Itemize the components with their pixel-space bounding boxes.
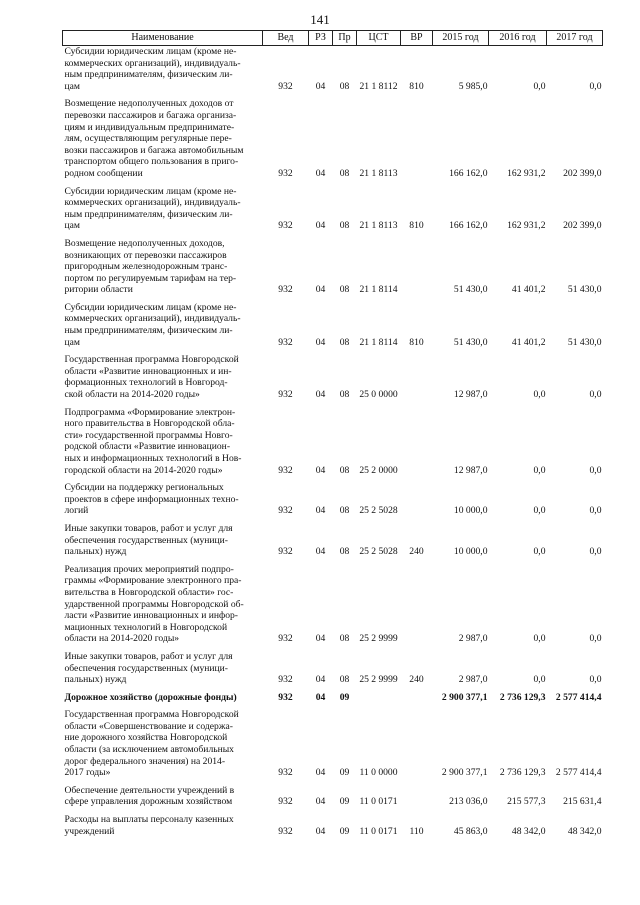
cell-cst: 11 0 0000: [359, 767, 398, 779]
cell-cst: 25 0 0000: [359, 389, 398, 401]
cell-rz: 04: [315, 464, 326, 476]
header-pr: Пр: [333, 31, 357, 46]
cell-pr: 08: [339, 633, 350, 645]
cell-name: Реализация прочих мероприятий подпро- граммы «Формирование электронного пра- вительства в Новгородской области» гос- ударственной программы Новгородской об- ласти «Развитие инновационных и инфор- мационных технологий в Новгородской области на 2014-2020 годы»: [64, 563, 244, 645]
cell-rz: 04: [315, 633, 326, 645]
cell-pr: 08: [339, 505, 350, 517]
cell-name: Субсидии юридическим лицам (кроме не- коммерческих организаций), индивидуаль- ным предпринимателям, физическим ли- цам: [64, 185, 241, 232]
cell-rz: 04: [315, 220, 326, 232]
cell-y2017: 0,0: [589, 674, 602, 686]
header-2017: 2017 год: [547, 31, 603, 46]
cell-ved: 932: [278, 825, 293, 837]
cell-ved: 932: [278, 336, 293, 348]
cell-rz: 04: [315, 336, 326, 348]
cell-ved: 932: [278, 633, 293, 645]
table-row: [63, 233, 603, 297]
cell-y2016: 0,0: [533, 633, 546, 645]
cell-cst: 25 2 0000: [359, 464, 398, 476]
cell-vr: [401, 687, 433, 705]
cell-ved: 932: [278, 796, 293, 808]
cell-pr: 08: [339, 220, 350, 232]
cell-vr: 810: [409, 80, 424, 92]
cell-vr: 810: [409, 220, 424, 232]
cell-vr: 110: [409, 825, 424, 837]
cell-pr: 08: [339, 546, 350, 558]
cell-name: Возмещение недополученных доходов, возникающих от перевозки пассажиров пригородным железнодорожным транс- портом по регулируемым тарифам на тер- ритории области: [64, 237, 237, 296]
cell-vr: 810: [409, 336, 424, 348]
cell-y2016: 0,0: [533, 389, 546, 401]
cell-vr: 240: [409, 674, 424, 686]
header-ved: Вед: [263, 31, 309, 46]
cell-vr: [401, 704, 433, 780]
cell-cst: 21 1 8113: [359, 220, 398, 232]
cell-pr: 08: [339, 80, 350, 92]
header-2016: 2016 год: [489, 31, 547, 46]
cell-y2015: 5 985,0: [458, 80, 488, 92]
cell-y2016: 2 736 129,3: [499, 767, 546, 779]
header-vr: ВР: [401, 31, 433, 46]
page-number: 141: [310, 12, 330, 27]
budget-table: [62, 30, 603, 838]
header-2015: 2015 год: [433, 31, 489, 46]
cell-vr: 240: [409, 546, 424, 558]
cell-rz: 04: [315, 505, 326, 517]
cell-ved: 932: [278, 691, 293, 703]
cell-name: Государственная программа Новгородской области «Совершенствование и содержа- ние дорожного хозяйства Новгородской области (за исключением автомобильных дорог федерального значения) на 2014- 2017 годы»: [64, 709, 239, 779]
cell-ved: 932: [278, 220, 293, 232]
cell-y2015: 2 900 377,1: [441, 767, 488, 779]
cell-name: Иные закупки товаров, работ и услуг для обеспечения государственных (муници- пальных) нужд: [64, 650, 233, 686]
cell-y2017: 202 399,0: [563, 167, 602, 179]
cell-rz: 04: [315, 796, 326, 808]
cell-y2015: 2 987,0: [458, 674, 488, 686]
cell-ved: 932: [278, 505, 293, 517]
table-row: [63, 809, 603, 838]
cell-vr: [401, 402, 433, 478]
cell-rz: 04: [315, 691, 326, 703]
cell-y2015: 166 162,0: [449, 167, 488, 179]
cell-ved: 932: [278, 80, 293, 92]
table-header-row: [63, 31, 603, 46]
cell-cst: 21 1 8114: [359, 336, 398, 348]
cell-y2017: 2 577 414,4: [555, 691, 602, 703]
cell-y2015: 45 863,0: [453, 825, 488, 837]
cell-y2017: 0,0: [589, 389, 602, 401]
header-name: Наименование: [63, 31, 263, 46]
cell-name: Подпрограмма «Формирование электрон- ного правительства в Новгородской обла- сти» государственной программы Новго- родской области «Развитие инновацион- ных и информационных технологий в Нов- городской области на 2014-2020 годы»: [64, 406, 242, 476]
table-row: [63, 704, 603, 780]
cell-ved: 932: [278, 767, 293, 779]
cell-vr: [401, 233, 433, 297]
table-row: [63, 402, 603, 478]
cell-pr: 09: [339, 767, 350, 779]
table-body: [63, 46, 603, 839]
cell-y2017: 51 430,0: [567, 284, 602, 296]
cell-cst: 11 0 0171: [359, 825, 398, 837]
cell-y2017: 0,0: [589, 546, 602, 558]
cell-y2016: 0,0: [533, 464, 546, 476]
cell-vr: [401, 780, 433, 809]
table-row: [63, 477, 603, 518]
table-row: [63, 93, 603, 180]
cell-vr: [401, 349, 433, 401]
cell-name: Расходы на выплаты персоналу казенных учреждений: [64, 814, 234, 837]
cell-y2016: 41 401,2: [511, 284, 546, 296]
table-row: [63, 780, 603, 809]
cell-y2015: 12 987,0: [453, 389, 488, 401]
table-row: [63, 687, 603, 705]
cell-pr: 08: [339, 284, 350, 296]
cell-cst: 21 1 8114: [359, 284, 398, 296]
cell-name: Субсидии на поддержку региональных проектов в сфере информационных техно- логий: [64, 482, 239, 517]
cell-pr: 08: [339, 674, 350, 686]
table-row: [63, 181, 603, 233]
cell-y2016: 41 401,2: [511, 336, 546, 348]
cell-y2017: 2 577 414,4: [555, 767, 602, 779]
cell-vr: [401, 477, 433, 518]
table-row: [63, 518, 603, 559]
table-row: [63, 349, 603, 401]
cell-name: Государственная программа Новгородской области «Развитие инновационных и ин- формационных технологий в Новгород- ской области на 2014-2020 годы»: [64, 354, 239, 401]
cell-ved: 932: [278, 389, 293, 401]
cell-cst: 25 2 5028: [359, 505, 398, 517]
cell-rz: 04: [315, 284, 326, 296]
cell-y2017: 0,0: [589, 505, 602, 517]
cell-y2015: 10 000,0: [453, 546, 488, 558]
table-row: [63, 646, 603, 687]
cell-y2017: 0,0: [589, 80, 602, 92]
cell-ved: 932: [278, 167, 293, 179]
cell-pr: 09: [339, 796, 350, 808]
cell-y2016: 162 931,2: [507, 167, 546, 179]
cell-rz: 04: [315, 546, 326, 558]
cell-y2016: 48 342,0: [511, 825, 546, 837]
cell-cst: 21 1 8112: [359, 80, 398, 92]
cell-y2016: 0,0: [533, 674, 546, 686]
cell-cst: [357, 687, 401, 705]
cell-y2017: 215 631,4: [563, 796, 602, 808]
cell-rz: 04: [315, 80, 326, 92]
table-row: [63, 46, 603, 94]
cell-y2016: 0,0: [533, 546, 546, 558]
cell-vr: [401, 559, 433, 646]
cell-y2015: 10 000,0: [453, 505, 488, 517]
table-row: [63, 559, 603, 646]
header-cst: ЦСТ: [357, 31, 401, 46]
cell-rz: 04: [315, 167, 326, 179]
cell-pr: 09: [339, 691, 350, 703]
cell-rz: 04: [315, 389, 326, 401]
cell-ved: 932: [278, 546, 293, 558]
cell-cst: 21 1 8113: [359, 167, 398, 179]
cell-y2016: 2 736 129,3: [499, 691, 546, 703]
cell-ved: 932: [278, 464, 293, 476]
cell-pr: 08: [339, 336, 350, 348]
cell-pr: 08: [339, 389, 350, 401]
cell-name: Субсидии юридическим лицам (кроме не- коммерческих организаций), индивидуаль- ным предпринимателям, физическим ли- цам: [64, 301, 241, 348]
cell-y2016: 162 931,2: [507, 220, 546, 232]
cell-pr: 09: [339, 825, 350, 837]
cell-ved: 932: [278, 284, 293, 296]
cell-y2015: 166 162,0: [449, 220, 488, 232]
cell-rz: 04: [315, 767, 326, 779]
cell-y2016: 215 577,3: [507, 796, 546, 808]
cell-y2017: 48 342,0: [567, 825, 602, 837]
cell-y2016: 0,0: [533, 505, 546, 517]
cell-pr: 08: [339, 167, 350, 179]
cell-y2015: 51 430,0: [453, 336, 488, 348]
table-row: [63, 297, 603, 349]
cell-name: Иные закупки товаров, работ и услуг для обеспечения государственных (муници- пальных) нужд: [64, 522, 233, 558]
cell-y2015: 2 987,0: [458, 633, 488, 645]
cell-y2017: 0,0: [589, 633, 602, 645]
cell-y2015: 2 900 377,1: [441, 691, 488, 703]
cell-y2017: 202 399,0: [563, 220, 602, 232]
cell-cst: 11 0 0171: [359, 796, 398, 808]
header-rz: РЗ: [309, 31, 333, 46]
cell-cst: 25 2 9999: [359, 633, 398, 645]
cell-vr: [401, 93, 433, 180]
cell-name: Возмещение недополученных доходов от перевозки пассажиров и багажа организа- циям и индивидуальным предпринимате- лям, осуществляющим регулярные пере- возки пассажиров и багажа автомобильным транспортом общего пользования в приго- родном сообщении: [64, 98, 244, 179]
cell-name: Дорожное хозяйство (дорожные фонды): [64, 691, 237, 703]
cell-y2015: 51 430,0: [453, 284, 488, 296]
cell-y2015: 12 987,0: [453, 464, 488, 476]
cell-y2016: 0,0: [533, 80, 546, 92]
cell-y2015: 213 036,0: [449, 796, 488, 808]
cell-rz: 04: [315, 674, 326, 686]
cell-cst: 25 2 5028: [359, 546, 398, 558]
cell-rz: 04: [315, 825, 326, 837]
cell-y2017: 51 430,0: [567, 336, 602, 348]
cell-name: Субсидии юридическим лицам (кроме не- коммерческих организаций), индивидуаль- ным предпринимателям, физическим ли- цам: [64, 46, 241, 92]
cell-pr: 08: [339, 464, 350, 476]
cell-cst: 25 2 9999: [359, 674, 398, 686]
cell-y2017: 0,0: [589, 464, 602, 476]
cell-ved: 932: [278, 674, 293, 686]
cell-name: Обеспечение деятельности учреждений в сфере управления дорожным хозяйством: [64, 784, 235, 808]
